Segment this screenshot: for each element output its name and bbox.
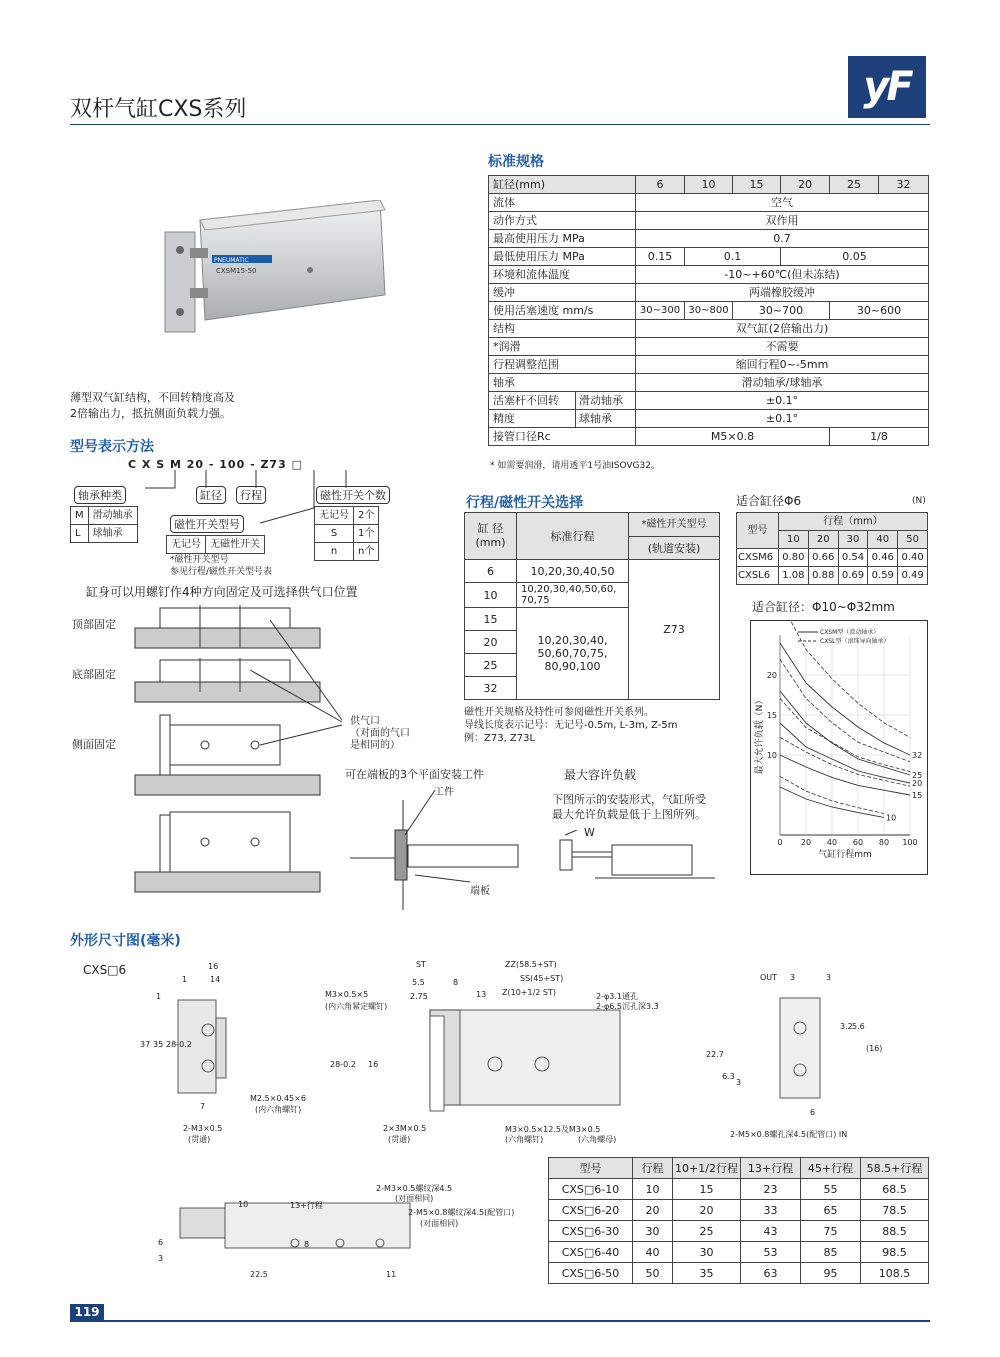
dim-label: 2-M5×0.8螺纹深4.5(配管口) bbox=[408, 1208, 515, 1217]
dim-label: M3×0.5×5 bbox=[325, 990, 369, 999]
legend-entry: CXSL型（滚珠导向轴承） bbox=[820, 638, 890, 645]
dim-label: 1 bbox=[156, 992, 162, 1001]
dim-label: 22.5 bbox=[250, 1270, 268, 1279]
dim-label: 2-M5×0.8螺孔深4.5(配管口) IN bbox=[730, 1130, 848, 1139]
dim-label: M2.5×0.45×6 bbox=[250, 1094, 306, 1103]
switch-type-table: 无记号 无磁性开关 bbox=[166, 535, 265, 554]
mounting-heading: 缸身可以用螺钉作4种方向固定及可选择供气口位置 bbox=[86, 585, 358, 599]
dim-label: OUT bbox=[760, 973, 778, 982]
spec-table bbox=[488, 175, 929, 446]
table-row: CXS□6-20 20 20 33 65 78.5 bbox=[549, 1200, 929, 1221]
switch-count-table: 无记号 2个 S 1个 n n个 bbox=[314, 506, 379, 561]
spec-row: 使用活塞速度 mm/s 30~300 30~800 30~700 30~600 bbox=[489, 302, 929, 320]
load6-table: 型号 行程（mm） 10 20 30 40 50 CXSM6 0.80 0.66 0.54 0.46 0.40 CXSL6 1.08 0.88 0.69 0.59 0.49 bbox=[736, 512, 928, 585]
dim-label: 3 bbox=[826, 973, 832, 982]
series-label: 32 bbox=[912, 751, 923, 760]
dim-label: 2-φ6.5沉孔深3.3 bbox=[596, 1002, 659, 1011]
bearing-table: M 滑动轴承 L 球轴承 bbox=[70, 506, 138, 543]
dim-label: 14 bbox=[210, 975, 221, 984]
dim-label: 28-0.2 bbox=[330, 1060, 356, 1069]
load-drawing bbox=[555, 830, 720, 885]
stroke-table: 缸 径 (mm) 标准行程 *磁性开关型号 (轨道安装) 6 10,20,30,40,50 Z73 10 10,20,30,40,50,60, 70,75 15 10,20,30,40, 50,60,70,75, 80,90,100 20 25 32 bbox=[464, 512, 720, 700]
spec-row: 接管口径Rc M5×0.8 1/8 bbox=[489, 428, 929, 446]
dim-label: (对面相同) bbox=[420, 1219, 459, 1228]
switch-type-label: 磁性开关型号 bbox=[170, 515, 244, 533]
spec-row-bore: 缸径(mm) 6 10 15 20 25 32 bbox=[489, 176, 929, 194]
dim-label: 8 bbox=[304, 1240, 310, 1249]
spec-footnote: * 如需要润滑，请用透平1号油ISOVG32。 bbox=[490, 461, 660, 471]
footer-divider bbox=[70, 1320, 930, 1322]
dim-label: ST bbox=[416, 960, 426, 969]
spec-row: 流体 空气 bbox=[489, 194, 929, 212]
x-tick-label: 20 bbox=[800, 838, 812, 847]
spec-row: 最低使用压力 MPa 0.15 0.1 0.05 bbox=[489, 248, 929, 266]
dimension-table: 型号 行程 10+1/2行程 13+行程 45+行程 58.5+行程 CXS□6-10 10 15 23 55 68.5 CXS□6-20 20 20 33 65 78.5 CXS□6-30 30 25 43 75 88.5 CXS□6-40 40 30 53 85 98.5 CXS□6-50 50 35 63 95 108.5 bbox=[548, 1157, 929, 1284]
product-brand: PNEUMATIC bbox=[214, 257, 249, 264]
table-row: CXS□6-10 10 15 23 55 68.5 bbox=[549, 1179, 929, 1200]
dim-label: (六角螺钉) bbox=[505, 1135, 544, 1144]
dim-label: 16 bbox=[208, 962, 219, 971]
spec-heading: 标准规格 bbox=[488, 154, 544, 170]
dim-label: 6 bbox=[158, 1238, 164, 1247]
x-tick-label: 80 bbox=[878, 838, 890, 847]
dim-label: 2-M3×0.5螺纹深4.5 bbox=[376, 1184, 453, 1193]
model-code-heading: 型号表示方法 bbox=[70, 439, 154, 455]
series-label: 25 bbox=[912, 771, 923, 780]
workpiece-label: 工件 bbox=[434, 787, 454, 798]
load-w-label: W bbox=[584, 826, 595, 839]
series-label: 15 bbox=[912, 791, 923, 800]
dim-label: (内六角紧定螺钉) bbox=[325, 1002, 388, 1011]
legend-entry: CXSM型（滑动轴承） bbox=[820, 629, 880, 636]
dim-label: 13 bbox=[476, 990, 487, 999]
spec-row: 行程调整范围 缩回行程0~-5mm bbox=[489, 356, 929, 374]
dim-label: (贯通) bbox=[388, 1135, 411, 1144]
dim-label: 37 bbox=[140, 1040, 151, 1049]
dim-label: (对面相同) bbox=[395, 1194, 434, 1203]
load6-unit: (N) bbox=[912, 496, 926, 506]
dims-heading: 外形尺寸图(毫米) bbox=[70, 933, 181, 949]
spec-row: 环境和流体温度 -10~+60℃(但未冻结) bbox=[489, 266, 929, 284]
y-axis-label: 最大允许负载（N） bbox=[755, 695, 765, 775]
x-tick-label: 100 bbox=[902, 838, 918, 847]
load-note-text: 下图所示的安装形式，气缸所受 最大允许负载是低于上图所列。 bbox=[552, 793, 706, 821]
dim-label: 3 bbox=[790, 973, 796, 982]
dim-label: 6.3 bbox=[722, 1072, 735, 1081]
x-tick-label: 60 bbox=[852, 838, 864, 847]
endplate-label: 端板 bbox=[470, 886, 490, 897]
page-number: 119 bbox=[70, 1304, 104, 1320]
dim-label: 3.2 bbox=[840, 1022, 853, 1031]
series-label: 10 bbox=[886, 813, 897, 823]
dim-label: 5.5 bbox=[412, 978, 425, 987]
spec-row: 轴承 滑动轴承/球轴承 bbox=[489, 374, 929, 392]
dim-label: (六角螺母) bbox=[578, 1135, 617, 1144]
dim-label: 1 bbox=[182, 975, 188, 984]
dim-label: (内六角螺钉) bbox=[255, 1105, 302, 1114]
product-description: 薄型双气缸结构，不回转精度高及 2倍输出力，抵抗侧面负载力强。 bbox=[70, 391, 235, 420]
switch-model: Z73 bbox=[629, 560, 720, 700]
endplate-heading: 可在端板的3个平面安装工件 bbox=[345, 768, 484, 781]
series-label: 20 bbox=[912, 779, 923, 788]
brand-logo: yF bbox=[848, 56, 926, 118]
bearing-type-label: 轴承种类 bbox=[74, 486, 126, 504]
load-chart bbox=[750, 620, 928, 875]
switch-count-label: 磁性开关个数 bbox=[316, 486, 390, 504]
dims-model: CXS□6 bbox=[83, 963, 127, 977]
dim-label: Z(10+1/2 ST) bbox=[502, 988, 556, 997]
spec-row: 结构 双气缸(2倍输出力) bbox=[489, 320, 929, 338]
switch-note: *磁性开关型号 参见行程/磁性开关型号表 bbox=[170, 555, 273, 577]
y-tick-label: 10 bbox=[766, 751, 777, 760]
spec-row: 活塞杆不回转 滑动轴承 ±0.1° bbox=[489, 392, 929, 410]
dim-label: 5.6 bbox=[852, 1022, 865, 1031]
load6-heading: 适合缸径Φ6 bbox=[736, 494, 802, 508]
dim-label: 10 bbox=[238, 1200, 249, 1209]
spec-row: 精度 球轴承 ±0.1° bbox=[489, 410, 929, 428]
dim-label: 6 bbox=[810, 1108, 816, 1117]
spec-row: 缓冲 两端橡胶缓冲 bbox=[489, 284, 929, 302]
stroke-heading: 行程/磁性开关选择 bbox=[466, 495, 584, 511]
dim-label: 8 bbox=[453, 978, 459, 987]
dim-label: 35 bbox=[153, 1040, 164, 1049]
mount-top-label: 顶部固定 bbox=[72, 618, 116, 631]
dim-label: 11 bbox=[386, 1270, 397, 1279]
y-tick-label: 20 bbox=[766, 671, 777, 680]
load-note-heading: 最大容许负载 bbox=[564, 768, 637, 782]
dim-label: 2-M3×0.5 bbox=[183, 1124, 223, 1133]
spec-row: *润滑 不需要 bbox=[489, 338, 929, 356]
product-label: CXSM15-50 bbox=[216, 267, 257, 275]
dim-label: 3 bbox=[158, 1254, 164, 1263]
header-divider bbox=[70, 124, 930, 125]
dim-label: (16) bbox=[866, 1044, 883, 1053]
dim-label: 2×3M×0.5 bbox=[383, 1124, 427, 1133]
y-tick-label: 15 bbox=[766, 711, 777, 720]
spec-row: 动作方式 双作用 bbox=[489, 212, 929, 230]
stroke-notes: 磁性开关规格及特性可参阅磁性开关系列。 导线长度表示记号：无记号-0.5m, L-3m, Z-5m 例：Z73, Z73L bbox=[464, 707, 678, 744]
dim-label: 16 bbox=[368, 1060, 379, 1069]
table-row: CXS□6-30 30 25 43 75 88.5 bbox=[549, 1221, 929, 1242]
dim-label: 7 bbox=[200, 1102, 206, 1111]
dim-label: M3×0.5×12.5及M3×0.5 bbox=[505, 1125, 601, 1134]
mount-side-label: 侧面固定 bbox=[72, 738, 116, 751]
x-tick-label: 0 bbox=[777, 838, 783, 847]
page-title: 双杆气缸CXS系列 bbox=[70, 97, 247, 122]
mount-bottom-label: 底部固定 bbox=[72, 668, 116, 681]
dim-label: (贯通) bbox=[188, 1135, 211, 1144]
bore-label: 缸径 bbox=[196, 486, 226, 504]
dim-label: 22.7 bbox=[706, 1050, 724, 1059]
endplate-drawing bbox=[340, 790, 540, 920]
product-image bbox=[160, 200, 390, 345]
chart-title: 适合缸径：Φ10~Φ32mm bbox=[752, 600, 895, 614]
dim-label: 28-0.2 bbox=[166, 1040, 192, 1049]
dim-label: ZZ(58.5+ST) bbox=[505, 960, 557, 969]
stroke-label: 行程 bbox=[236, 486, 266, 504]
dim-label: SS(45+ST) bbox=[520, 974, 564, 983]
dim-label: 3 bbox=[736, 1078, 742, 1087]
model-code: C X S M 20 - 100 - Z73 □ bbox=[128, 458, 303, 471]
dim-label: 2-φ3.1通孔 bbox=[596, 992, 638, 1001]
mounting-drawings bbox=[130, 600, 360, 900]
x-axis-label: 气缸行程mm bbox=[818, 850, 872, 860]
table-row: CXS□6-40 40 30 53 85 98.5 bbox=[549, 1242, 929, 1263]
port-note: 供气口 （对面的气口 是相同的） bbox=[350, 716, 410, 751]
dim-label: 13+行程 bbox=[290, 1201, 323, 1210]
table-row: CXS□6-50 50 35 63 95 108.5 bbox=[549, 1263, 929, 1284]
spec-row: 最高使用压力 MPa 0.7 bbox=[489, 230, 929, 248]
dim-label: 2.75 bbox=[410, 992, 428, 1001]
x-tick-label: 40 bbox=[826, 838, 838, 847]
